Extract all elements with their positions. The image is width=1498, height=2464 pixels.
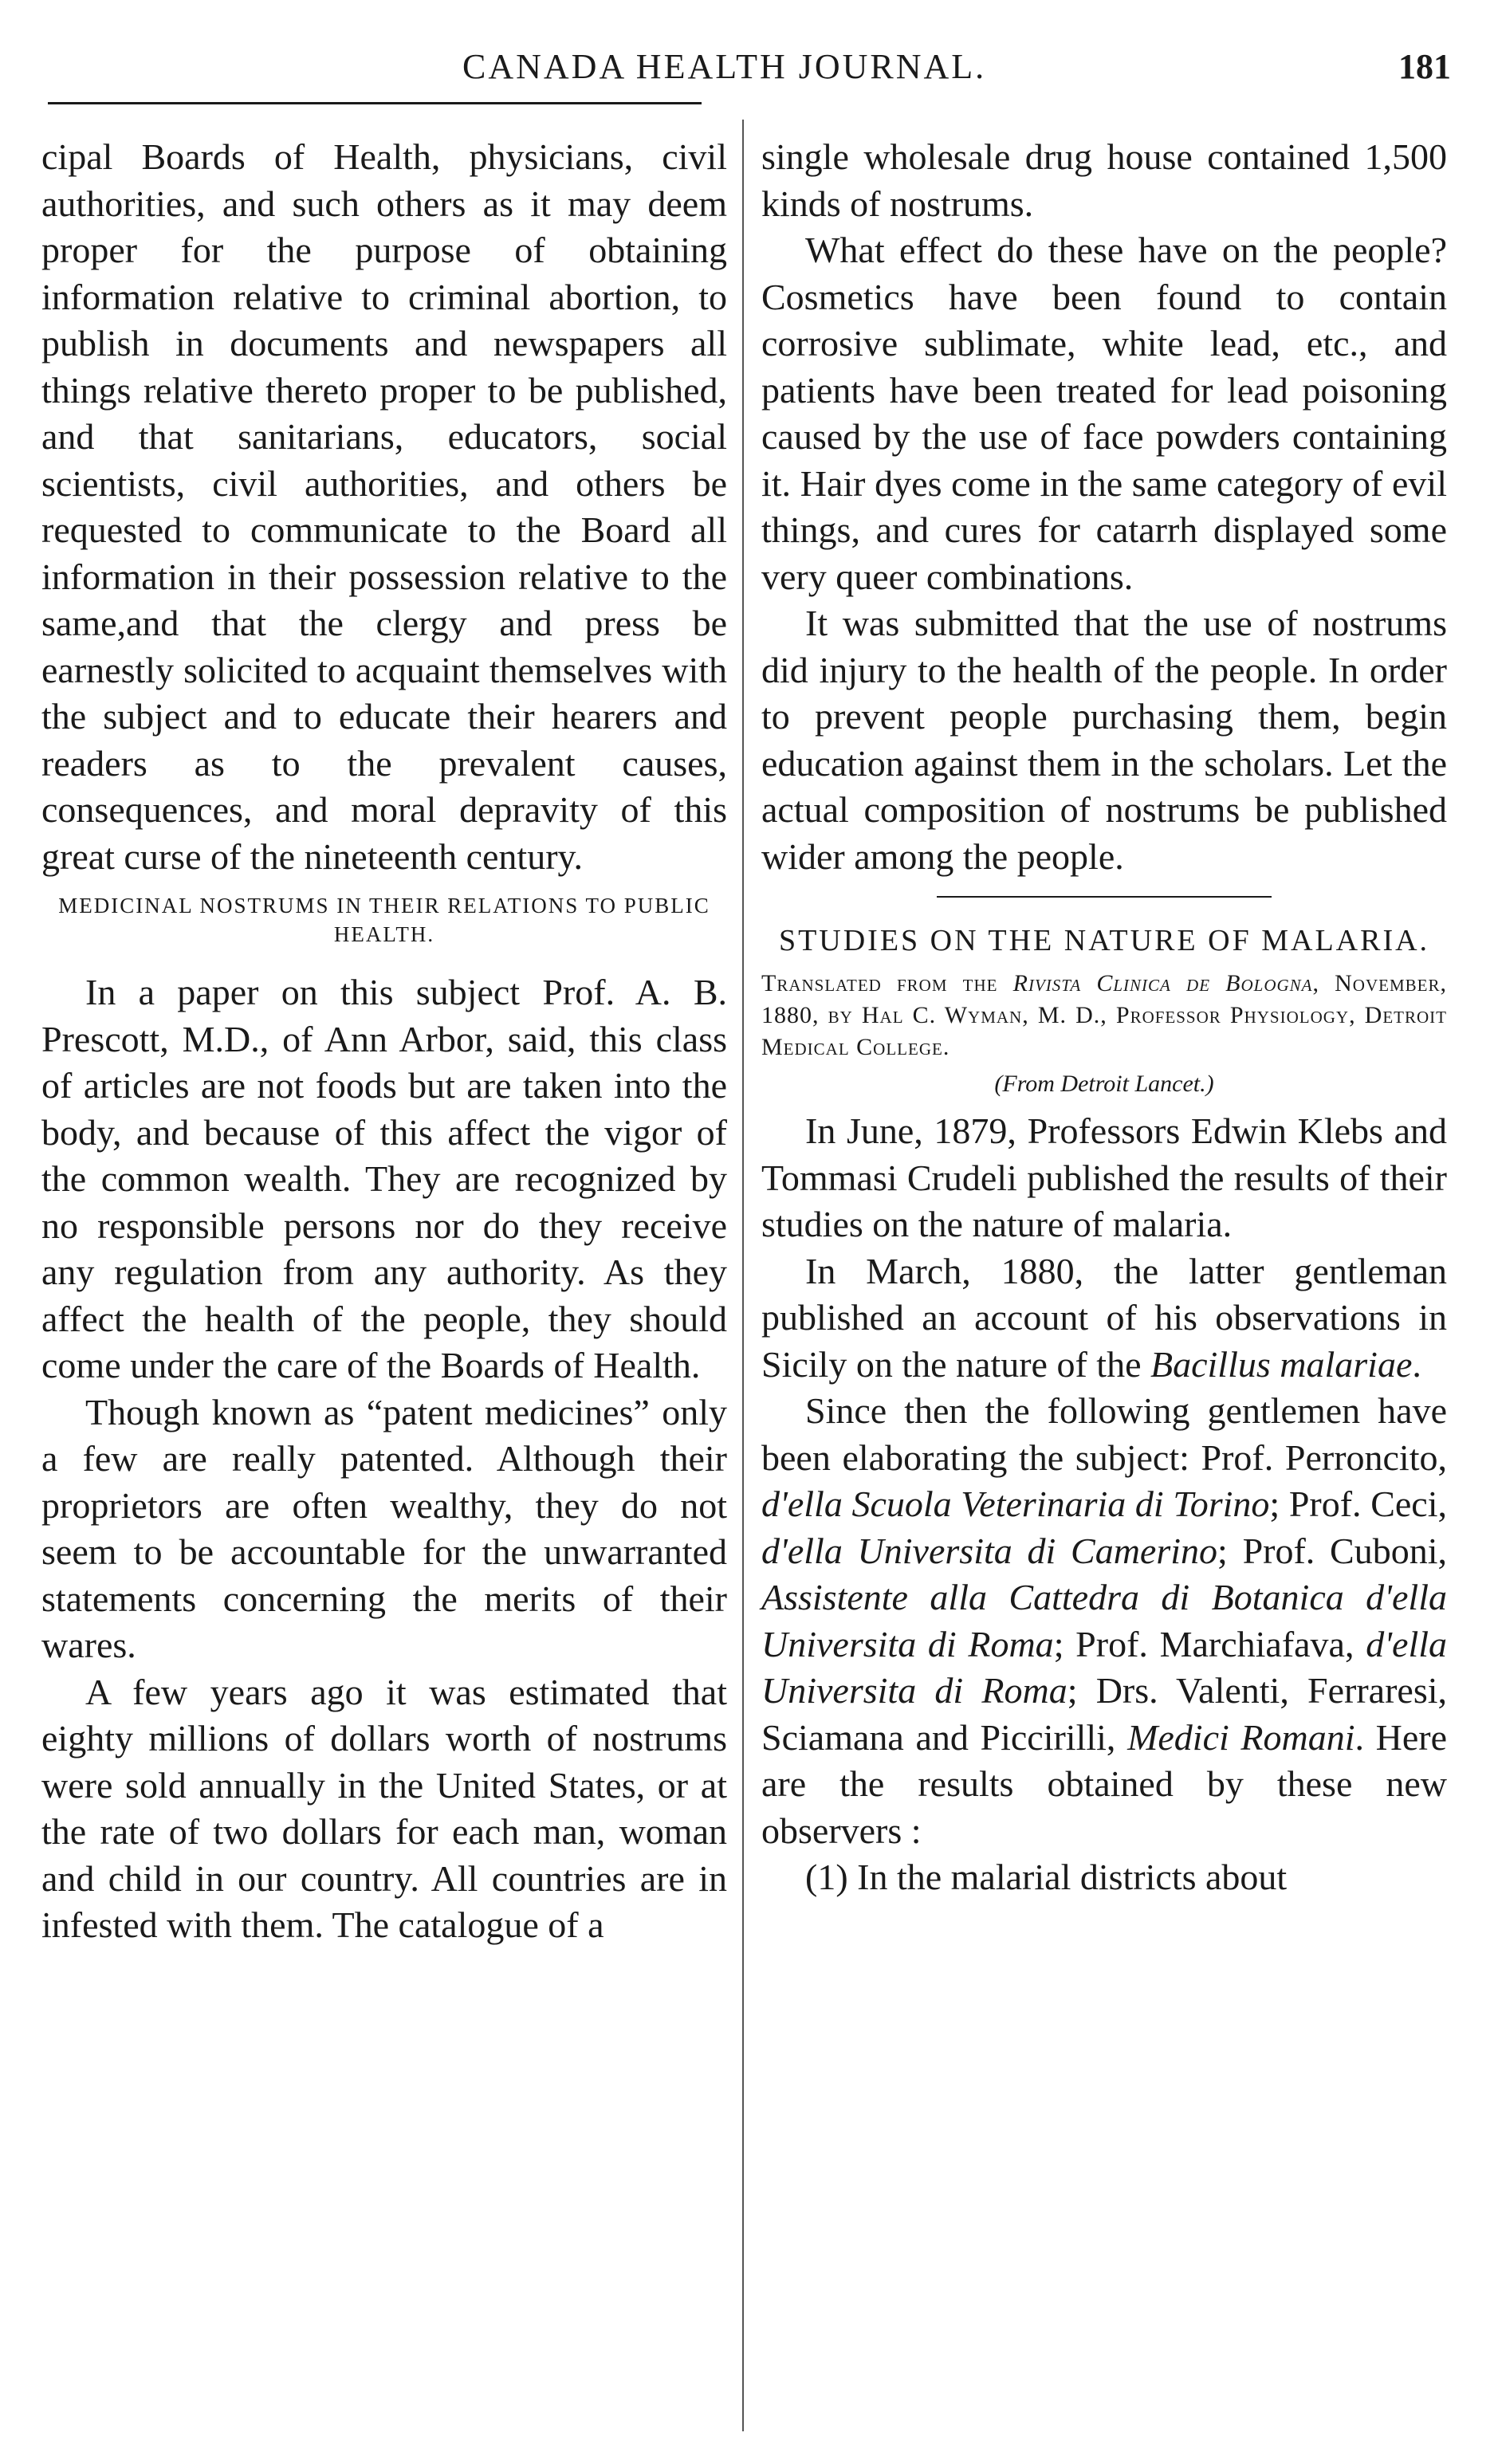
paragraph: single wholesale drug house contained 1,500 kinds of nostrums.: [761, 136, 1447, 224]
byline: [761, 968, 1447, 1063]
paragraph: What effect do these have on the people? Cosmetics have been found to contain corrosive sublimate, white lead, etc., and patients have been treated for lead poisoning caused by the use of face powders containing it. Hair dyes come in the same category of evil things, and cures for catarrh displayed some very queer combinations.: [761, 230, 1447, 597]
paragraph: Though known as “patent medicines” only a few are really patented. Although their proprietors are often wealthy, they do not seem to be accountable for the unwarranted statements concerning the merits of their wares.: [41, 1391, 727, 1665]
section-heading: MEDICINAL NOSTRUMS IN THEIR RELATIONS TO PUBLIC HEALTH.: [58, 894, 710, 946]
text-run: .: [1412, 1343, 1421, 1385]
paragraph: It was submitted that the use of nostrums did injury to the health of the people. In order to prevent people purchasing them, begin education against them in the scholars. Let the actual composition of nostrums be published wider among the people.: [761, 603, 1447, 877]
italic-run: Medici Romani: [1127, 1716, 1355, 1758]
text-run: Since then the following gentlemen have been elaborating the subject: Prof. Perroncito,: [761, 1390, 1447, 1478]
right-column: [761, 134, 1447, 1901]
text-run: ; Prof. Cuboni,: [1217, 1530, 1448, 1571]
paragraph: [761, 1388, 1447, 1854]
section-divider: [937, 896, 1272, 898]
page-number: 181: [1398, 47, 1451, 86]
text-run: ; Prof. Marchiafava,: [1053, 1623, 1354, 1664]
text-run: In March, 1880, the latter gentleman published an account of his observations in Sicily on the nature of the: [761, 1250, 1447, 1385]
journal-title: CANADA HEALTH JOURNAL.: [462, 47, 987, 86]
text-run: . Here are the results obtained by these new observers :: [761, 1716, 1448, 1851]
article-title: STUDIES ON THE NATURE OF MALARIA.: [778, 924, 1430, 957]
paragraph: cipal Boards of Health, physicians, civil authorities, and such others as it may deem proper for the purpose of obtaining information relative to criminal abortion, to publish in documents and newspapers all things relative thereto proper to be published, and that sanitarians, educators, social scientists, civil authorities, and others be requested to communicate to the Board all information in their possession relative to the same,and that the clergy and press be earnestly solicited to acquaint themselves with the subject and to educate their hearers and readers as to the prevalent causes, consequences, and moral depravity of this great curse of the nineteenth century.: [41, 136, 727, 877]
text-run: ; Prof. Ceci,: [1269, 1484, 1447, 1524]
italic-run: Assistente alla Cattedra di Botanica d'ella Universita di Roma: [761, 1577, 1447, 1664]
paragraph: [761, 1248, 1447, 1389]
italic-run: d'ella Scuola Veterinaria di Torino: [761, 1484, 1270, 1524]
source-note: (From Detroit Lancet.): [994, 1071, 1214, 1097]
left-column: [41, 134, 727, 1949]
byline-journal: Rivista Clinica de Bologna: [1012, 970, 1313, 996]
paragraph: In a paper on this subject Prof. A. B. Prescott, M.D., of Ann Arbor, said, this class of articles are not foods but are taken into the body, and because of this affect the vigor of the common wealth. They are recognized by no responsible persons nor do they receive any regulation from any authority. As they affect the health of the people, they should come under the care of the Boards of Health.: [41, 972, 727, 1385]
italic-run: d'ella Universita di Roma: [761, 1623, 1448, 1711]
italic-run: Bacillus malariae: [1150, 1343, 1413, 1385]
header-rule: [48, 102, 702, 104]
running-head: [48, 46, 1451, 102]
italic-run: d'ella Universita di Camerino: [761, 1530, 1218, 1571]
paragraph: In June, 1879, Professors Edwin Klebs and Tommasi Crudeli published the results of their studies on the nature of malaria.: [761, 1110, 1447, 1244]
byline-text: Translated from the: [761, 970, 998, 996]
text-run: ; Drs. Valenti, Ferraresi, Sciamana and Piccirilli,: [761, 1670, 1448, 1758]
paragraph: A few years ago it was estimated that eighty millions of dollars worth of nostrums were sold annually in the United States, or at the rate of two dollars for each man, woman and child in our country. All countries are in infested with them. The catalogue of a: [41, 1671, 727, 1945]
column-divider: [742, 120, 744, 2431]
paragraph: (1) In the malarial districts about: [805, 1857, 1288, 1897]
byline-text: , November, 1880, by Hal C. Wyman, M. D., Professor Physiology, Detroit Medical College.: [761, 970, 1447, 1060]
